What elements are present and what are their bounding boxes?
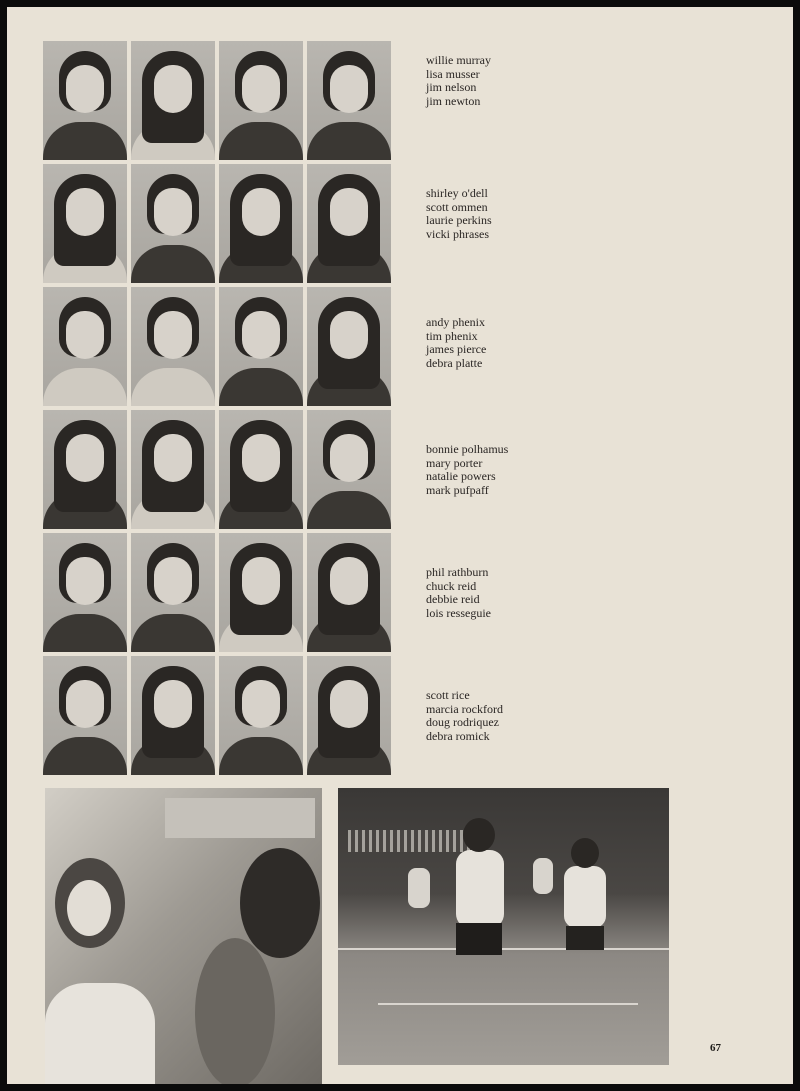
player-background	[533, 858, 553, 894]
student-name: scott rice	[426, 688, 470, 702]
candid-photo-gym	[338, 788, 669, 1065]
yearbook-page	[7, 7, 793, 1084]
portrait-willie-murray	[43, 41, 127, 160]
player-head	[463, 818, 495, 852]
student-name: chuck reid	[426, 578, 477, 593]
volleyball-net	[348, 830, 478, 852]
player-background	[408, 868, 430, 908]
portrait-marcia-rockford	[131, 656, 215, 775]
portrait-jim-newton	[307, 41, 391, 160]
court-line	[378, 1003, 638, 1005]
portrait-vicki-phrases	[307, 164, 391, 283]
student-name: tim phenix	[426, 328, 478, 343]
portrait-debra-romick	[307, 656, 391, 775]
candid-photo-classroom	[45, 788, 322, 1084]
portrait-jim-nelson	[219, 41, 303, 160]
portrait-shirley-odell	[43, 164, 127, 283]
student-name: debra romick	[426, 728, 490, 743]
name-list-row-6	[426, 689, 626, 743]
name-list-row-1	[426, 54, 626, 108]
student-name: lisa musser	[426, 66, 480, 81]
portrait-tim-phenix	[131, 287, 215, 406]
student-name: james pierce	[426, 342, 487, 356]
student-name: mark pufpaff	[426, 482, 489, 497]
player-shorts	[456, 923, 502, 955]
student-name: vicki phrases	[426, 226, 489, 241]
student-name: debra platte	[426, 355, 483, 370]
student-figure	[240, 848, 320, 958]
court-line	[338, 948, 669, 950]
student-name: willie murray	[426, 53, 491, 67]
student-shirt	[45, 983, 155, 1084]
student-name: scott ommen	[426, 199, 488, 214]
portrait-debbie-reid	[219, 533, 303, 652]
student-name: andy phenix	[426, 315, 485, 329]
portrait-phil-rathburn	[43, 533, 127, 652]
student-name: debbie reid	[426, 592, 480, 606]
page-number: 67	[710, 1042, 721, 1054]
desk	[165, 798, 315, 838]
name-list-row-3	[426, 316, 626, 370]
player-shirt	[456, 850, 504, 928]
name-list-row-4	[426, 443, 626, 497]
student-name: jim newton	[426, 93, 481, 108]
portrait-lois-resseguie	[307, 533, 391, 652]
player-head	[571, 838, 599, 868]
portrait-scott-ommen	[131, 164, 215, 283]
name-list-row-5	[426, 566, 626, 620]
student-name: marcia rockford	[426, 701, 503, 716]
student-face	[67, 880, 111, 936]
portrait-lisa-musser	[131, 41, 215, 160]
student-name: laurie perkins	[426, 213, 492, 227]
student-name: jim nelson	[426, 80, 477, 94]
portrait-mary-porter	[131, 410, 215, 529]
student-name: phil rathburn	[426, 565, 489, 579]
portrait-andy-phenix	[43, 287, 127, 406]
student-name: lois resseguie	[426, 605, 491, 620]
portrait-mark-pufpaff	[307, 410, 391, 529]
portrait-james-pierce	[219, 287, 303, 406]
portrait-scott-rice	[43, 656, 127, 775]
portrait-bonnie-polhamus	[43, 410, 127, 529]
student-figure	[195, 938, 275, 1084]
portrait-natalie-powers	[219, 410, 303, 529]
player-shirt	[564, 866, 606, 928]
portrait-debra-platte	[307, 287, 391, 406]
student-name: mary porter	[426, 455, 483, 470]
student-name: shirley o'dell	[426, 186, 488, 200]
player-shorts	[566, 926, 604, 950]
portrait-laurie-perkins	[219, 164, 303, 283]
name-list-row-2	[426, 187, 626, 241]
portrait-grid	[43, 41, 389, 773]
portrait-doug-rodriquez	[219, 656, 303, 775]
student-name: natalie powers	[426, 469, 496, 483]
portrait-chuck-reid	[131, 533, 215, 652]
student-name: doug rodriquez	[426, 715, 499, 729]
student-name: bonnie polhamus	[426, 442, 509, 456]
